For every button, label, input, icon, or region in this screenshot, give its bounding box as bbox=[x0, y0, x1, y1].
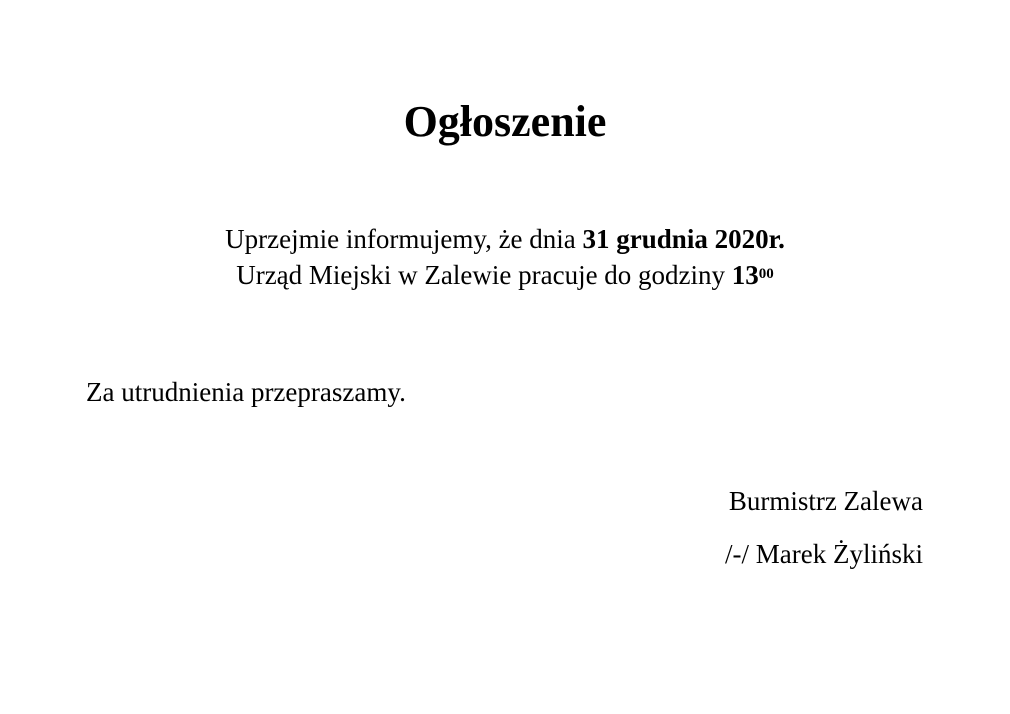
page-title: Ogłoszenie bbox=[403, 97, 607, 146]
closing-minutes: 00 bbox=[758, 266, 774, 282]
announcement-text-1: Uprzejmie informujemy, że dnia bbox=[225, 224, 583, 254]
closing-hour: 13 bbox=[731, 260, 759, 290]
announcement-text-2: Urząd Miejski w Zalewie pracuje do godziny bbox=[236, 260, 732, 290]
announcement-date: 31 grudnia 2020r. bbox=[582, 224, 785, 254]
announcement-line-2 bbox=[0, 258, 1010, 292]
signature-role: Burmistrz Zalewa bbox=[728, 486, 923, 516]
announcement-line-1 bbox=[0, 222, 1010, 256]
apology-text: Za utrudnienia przepraszamy. bbox=[86, 377, 406, 407]
signature-name: /-/ Marek Żyliński bbox=[725, 539, 923, 569]
